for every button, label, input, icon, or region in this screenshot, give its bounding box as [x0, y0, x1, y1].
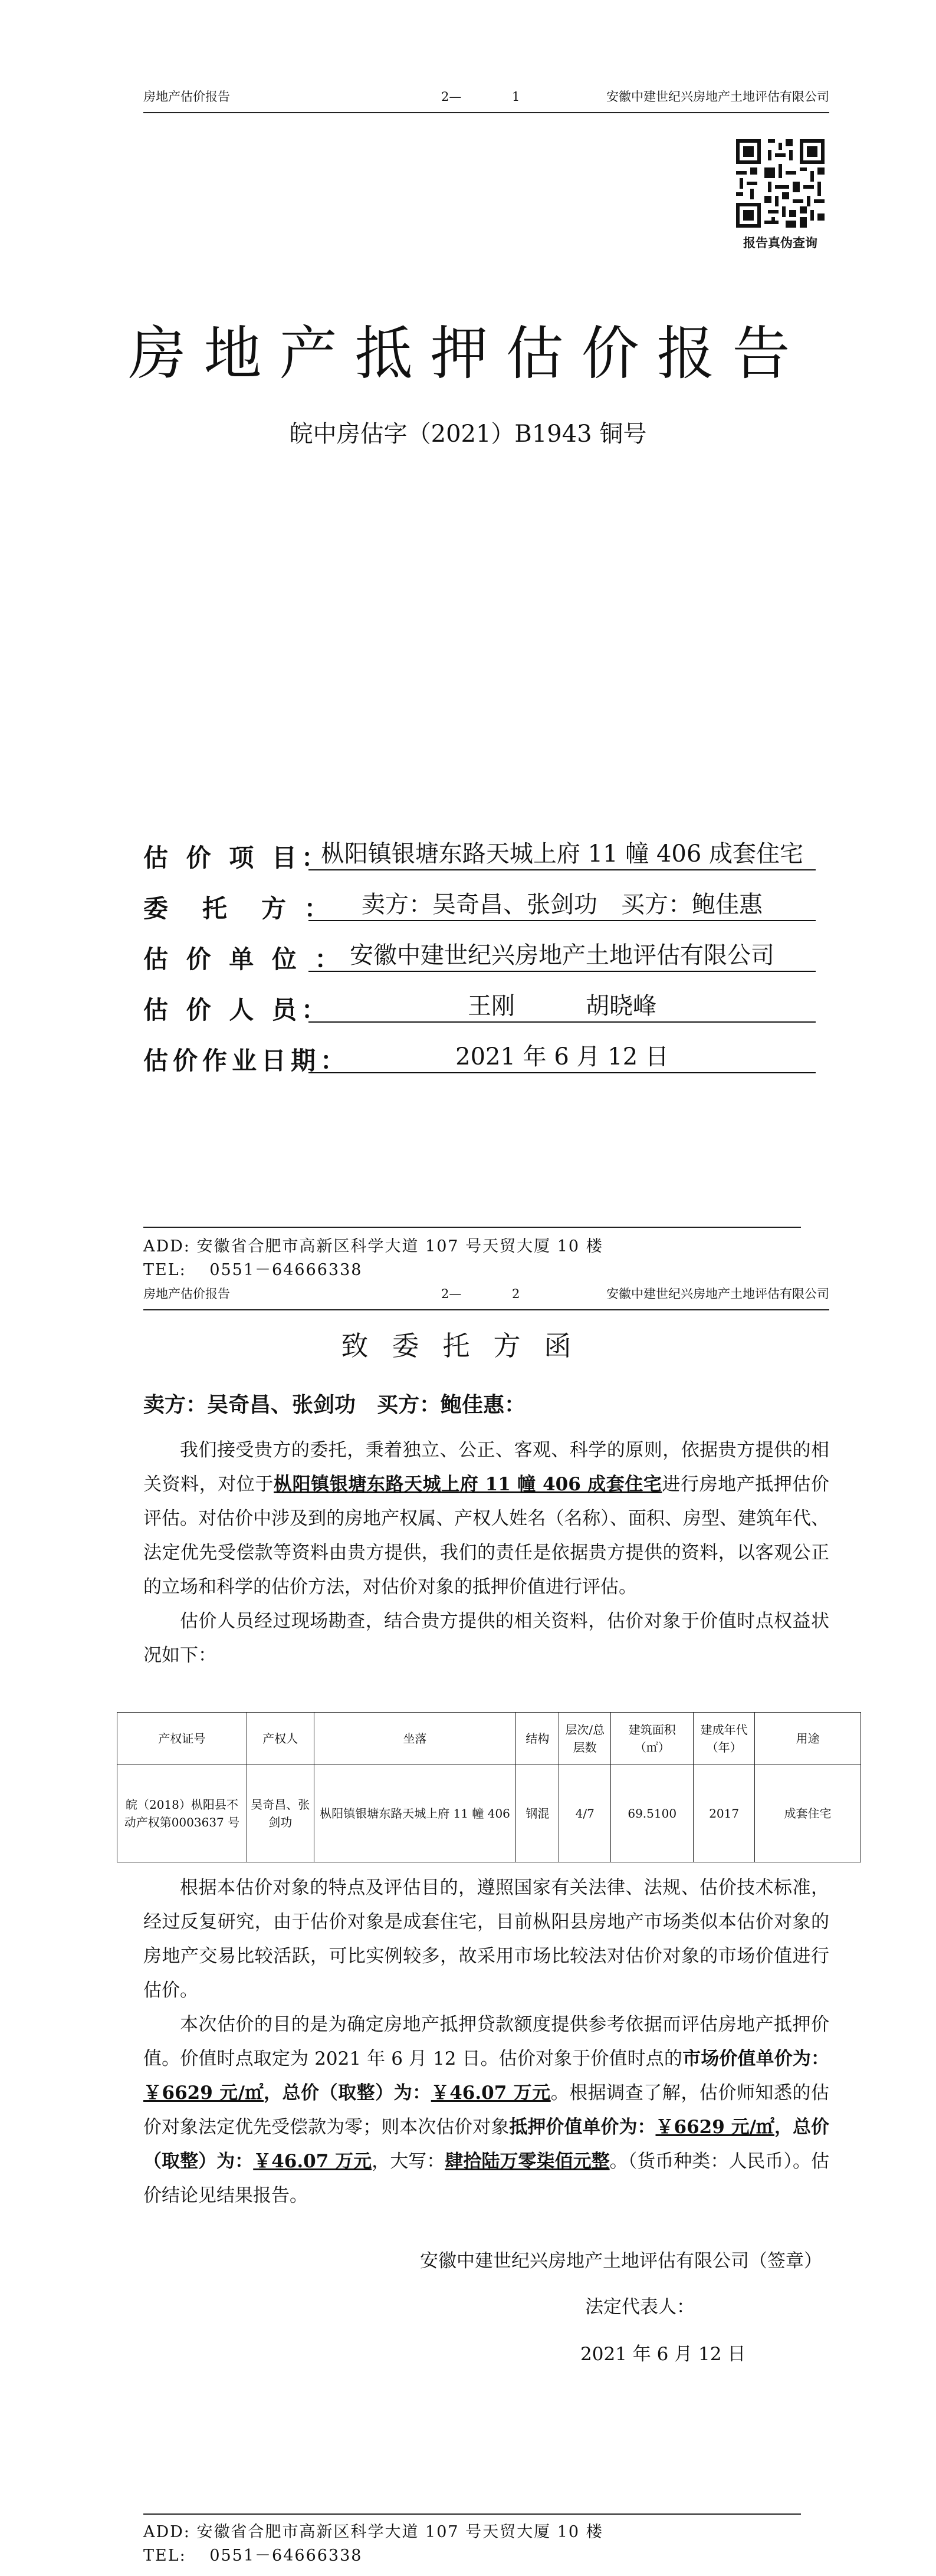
page-header	[143, 1286, 829, 1310]
field-label: 委 托 方 ：	[143, 894, 334, 923]
field-row-unit	[143, 932, 816, 983]
table-cell: 吴奇昌、张剑功	[247, 1765, 314, 1862]
table-row	[117, 1765, 861, 1862]
mortgage-total-label: ，总价（取整）为：	[143, 2117, 830, 2172]
text: 。（货币种类：人民币）。估价结论见结果报告。	[143, 2151, 830, 2206]
field-value: 枞阳镇银塘东路天城上府 11 幢 406 成套住宅	[308, 839, 816, 870]
footer-divider	[143, 2513, 801, 2515]
text: 本次估价的目的是为确定房地产抵押贷款额度提供参考依据而评估房地产抵押价值。价值时点取定为 2021 年 6 月 12 日。估价对象于价值时点的	[143, 2014, 829, 2069]
header-page-number: 1	[512, 90, 520, 104]
property-address: 枞阳镇银塘东路天城上府 11 幢 406 成套住宅	[274, 1474, 662, 1495]
table-header-row	[117, 1713, 861, 1765]
property-table	[117, 1712, 861, 1862]
column-header: 层次/总层数	[559, 1713, 611, 1765]
footer-address: ADD: 安徽省合肥市高新区科学大道 107 号天贸大厦 10 楼	[143, 1237, 603, 1256]
field-row-project	[143, 830, 816, 881]
field-label: 估价作业日期：	[143, 1046, 350, 1075]
mortgage-unit-price: ￥6629 元/㎡	[655, 2117, 774, 2138]
table-cell: 2017	[694, 1765, 755, 1862]
text: ，大写：	[372, 2151, 445, 2172]
market-total: ￥46.07 万元	[431, 2082, 551, 2104]
footer-address: ADD: 安徽省合肥市高新区科学大道 107 号天贸大厦 10 楼	[143, 2523, 603, 2541]
column-header: 产权证号	[117, 1713, 247, 1765]
table-cell: 69.5100	[611, 1765, 694, 1862]
paragraph-4	[143, 2007, 829, 2213]
header-dash: 2—	[441, 90, 462, 104]
report-fields	[143, 830, 816, 1084]
text: 进行房地产抵押估价评估。对估价中涉及到的房地产权属、产权人姓名（名称）、面积、房型、建筑年代、法定优先受偿款等资料由贵方提供，我们的责任是依据贵方提供的资料，以客观公正的立场和科学的估价方法，对估价对象的抵押价值进行评估。	[143, 1474, 830, 1598]
column-header: 建成年代（年）	[694, 1713, 755, 1765]
paragraph-2	[143, 1604, 829, 1673]
table-cell: 钢混	[516, 1765, 559, 1862]
table-cell: 枞阳镇银塘东路天城上府 11 幢 406	[314, 1765, 516, 1862]
letter-title: 致委托方函	[341, 1330, 595, 1362]
header-report-type: 房地产估价报告	[143, 90, 230, 104]
header-report-type: 房地产估价报告	[143, 1287, 230, 1301]
mortgage-unit-price-label: 抵押价值单价为：	[509, 2117, 656, 2138]
report-title: 房地产抵押估价报告	[128, 320, 808, 387]
column-header: 结构	[516, 1713, 559, 1765]
amount-in-words: 肆拾陆万零柒佰元整	[445, 2151, 610, 2172]
qr-code-icon[interactable]	[736, 139, 825, 228]
column-header: 建筑面积（㎡）	[611, 1713, 694, 1765]
field-label: 估 价 单 位 ：	[143, 945, 344, 974]
document-number: 皖中房估字（2021）B1943 铜号	[289, 420, 647, 448]
legal-representative: 法定代表人：	[585, 2296, 695, 2318]
letter-body-intro	[143, 1433, 829, 1673]
letter-addressee: 卖方：吴奇昌、张剑功 买方：鲍佳惠：	[143, 1392, 526, 1417]
mortgage-total: ￥46.07 万元	[253, 2151, 372, 2172]
text: 我们接受贵方的委托，秉着独立、公正、客观、科学的原则，依据贵方提供的相关资料，对位于	[143, 1440, 829, 1495]
footer-divider	[143, 1227, 801, 1228]
field-row-date	[143, 1033, 816, 1084]
text: 根据本估价对象的特点及评估目的，遵照国家有关法律、法规、估价技术标准，经过反复研究，由于估价对象是成套住宅，目前枞阳县房地产市场类似本估价对象的房地产交易比较活跃，可比实例较多，故采用市场比较法对估价对象的市场价值进行估价。	[143, 1877, 829, 2001]
column-header: 用途	[755, 1713, 861, 1765]
paragraph-1	[143, 1433, 829, 1604]
field-label: 估 价 项 目：	[143, 843, 331, 872]
signature-company: 安徽中建世纪兴房地产土地评估有限公司（签章）	[420, 2250, 822, 2272]
header-company: 安徽中建世纪兴房地产土地评估有限公司	[606, 1287, 829, 1301]
paragraph-3	[143, 1871, 829, 2007]
report-cover-page	[0, 0, 936, 1280]
letter-page	[0, 1280, 936, 2576]
page-header	[143, 88, 829, 113]
table-cell: 成套住宅	[755, 1765, 861, 1862]
field-row-appraisers	[143, 983, 816, 1033]
qr-label: 报告真伪查询	[743, 235, 817, 250]
market-unit-price: ￥6629 元/㎡	[143, 2082, 264, 2104]
signature-date: 2021 年 6 月 12 日	[580, 2344, 746, 2365]
table-cell: 4/7	[559, 1765, 611, 1862]
field-value: 2021 年 6 月 12 日	[308, 1041, 816, 1073]
field-value: 安徽中建世纪兴房地产土地评估有限公司	[308, 940, 816, 972]
field-label: 估 价 人 员：	[143, 995, 331, 1024]
text: 估价人员经过现场勘查，结合贵方提供的相关资料，估价对象于价值时点权益状况如下：	[143, 1611, 829, 1666]
field-row-client	[143, 881, 816, 932]
text: 。根据调查了解，估价师知悉的估价对象法定优先受偿款为零；则本次估价对象	[143, 2082, 830, 2138]
column-header: 产权人	[247, 1713, 314, 1765]
column-header: 坐落	[314, 1713, 516, 1765]
field-value: 卖方：吴奇昌、张剑功 买方：鲍佳惠	[308, 889, 816, 921]
footer-tel: TEL: 0551－64666338	[143, 2547, 363, 2565]
letter-body-conclusion	[143, 1871, 829, 2213]
header-dash: 2—	[441, 1287, 462, 1301]
table-cell: 皖（2018）枞阳县不动产权第0003637 号	[117, 1765, 247, 1862]
header-page-number: 2	[512, 1287, 520, 1301]
market-unit-price-label: 市场价值单价为：	[682, 2048, 829, 2069]
header-company: 安徽中建世纪兴房地产土地评估有限公司	[606, 90, 829, 104]
footer-tel: TEL: 0551－64666338	[143, 1261, 363, 1279]
field-value: 王刚 胡晓峰	[308, 991, 816, 1023]
market-total-label: ，总价（取整）为：	[264, 2082, 431, 2104]
